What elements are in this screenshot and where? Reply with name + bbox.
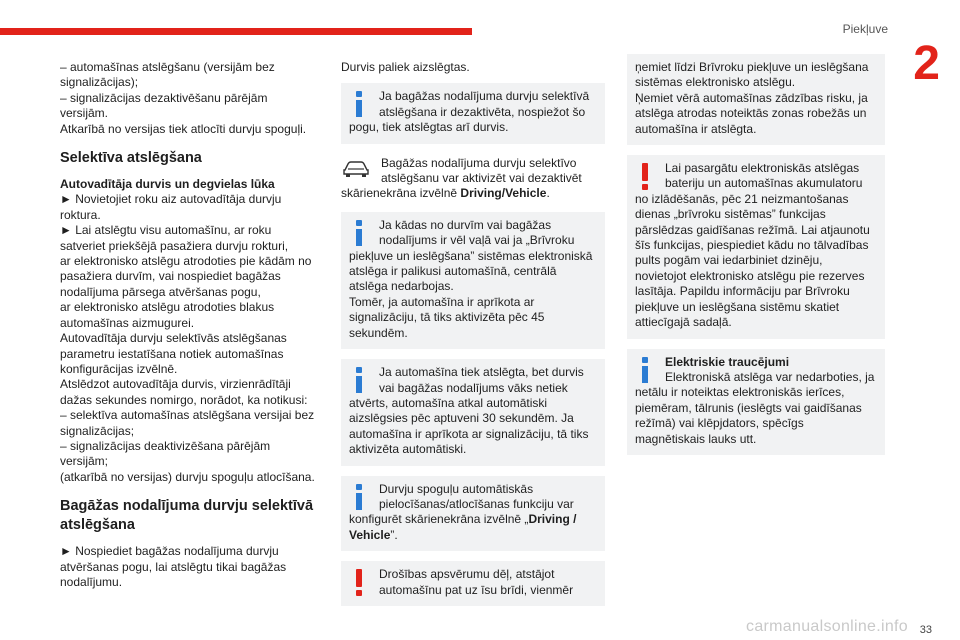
section-heading: Selektīva atslēgšana xyxy=(60,150,202,167)
warning-icon xyxy=(635,161,657,191)
paragraph: Atslēdzot autovadītāja durvis, virzienrādītāji dažas sekundes nomirgo, norādot, ka notikusi: xyxy=(60,377,308,407)
warning-text: Drošības apsvērumu dēļ, atstājot automašīnu pat uz īsu brīdi, vienmēr xyxy=(379,567,574,597)
warning-box xyxy=(341,561,605,606)
paragraph: – automašīnas atslēgšanu (versijām bez signalizācijas); xyxy=(60,60,275,90)
warning-box xyxy=(627,155,885,338)
info-text: Durvju spoguļu automātiskās pielocīšanas/atlocīšanas funkciju var konfigurēt skārienekrāna izvēlnē „Driving / Vehicle”. xyxy=(349,481,577,542)
info-text: Elektroniskā atslēga var nedarboties, ja netālu ir noteiktas elektroniskās ierīces, piemēram, tālrunis (ieslēgts vai gaidīšanas režīmā) vai klēpjdators, spēcīgs magnētiskais lauks utt. xyxy=(635,369,875,446)
paragraph: ar elektronisko atslēgu atrodoties pie kādām no pasažiera durvīm, vai nospiediet bagāžas nodalījuma pārsega atvēršanas pogu, xyxy=(60,254,312,299)
paragraph: Autovadītāja durvju selektīvās atslēgšanas parametru iestatīšana notiek automašīnas konfigurācijas izvēlnē. xyxy=(60,331,287,376)
warning-icon xyxy=(349,567,371,597)
column-3 xyxy=(627,60,885,465)
info-box xyxy=(341,359,605,465)
paragraph: Durvis paliek aizslēgtas. xyxy=(341,60,470,74)
info-box xyxy=(341,212,605,349)
warning-text: Ņemiet vērā automašīnas zādzības risku, ja atslēga atrodas noteiktās zonas robežās un automašīna ir atslēgta. xyxy=(635,90,868,136)
car-icon xyxy=(341,158,373,180)
watermark: carmanualsonline.info xyxy=(746,618,908,635)
paragraph: – selektīva automašīnas atslēgšana versijai bez signalizācijas; xyxy=(60,408,315,438)
section-heading: Bagāžas nodalījuma durvju selektīvā atslēgšana xyxy=(60,498,314,534)
info-text: Ja automašīna tiek atslēgta, bet durvis vai bagāžas nodalījums vāks netiek atvērts, automašīna atkal automātiski aizslēgsies pēc aptuveni 30 sekundēm. Ja automašīna ir aprīkota ar signalizāciju, tā tiks aktivizēta automātiski. xyxy=(349,365,589,457)
info-icon xyxy=(349,89,371,119)
vehicle-note xyxy=(341,154,605,202)
paragraph: – signalizācijas dezaktivēšanu pārējām versijām. xyxy=(60,90,268,121)
info-icon xyxy=(349,365,371,395)
paragraph: ► Nospiediet bagāžas nodalījuma durvju atvēršanas pogu, lai atslēgtu tikai bagāžas nodalījumu. xyxy=(60,544,287,589)
info-icon xyxy=(349,482,371,512)
info-text: Ja bagāžas nodalījuma durvju selektīvā atslēgšana ir dezaktivēta, nospiežot šo pogu, tiek atslēgtas arī durvis. xyxy=(349,89,590,135)
info-box xyxy=(341,83,605,143)
info-box xyxy=(341,476,605,552)
chapter-number: 2 xyxy=(913,37,940,90)
warning-text: ņemiet līdzi Brīvroku piekļuve un ieslēgšana sistēmas elektronisko atslēgu. xyxy=(635,60,869,90)
info-title: Elektriskie traucējumi xyxy=(665,354,790,369)
subheading: Autovadītāja durvis un degvielas lūka xyxy=(60,177,275,192)
info-text: Ja kādas no durvīm vai bagāžas nodalījums ir vēl vaļā vai ja „Brīvroku piekļuve un ieslēgšana” sistēmas elektroniskā atslēga ir palikusi automašīnā, centrālā atslēga nedarbojas. xyxy=(349,217,593,294)
column-1 xyxy=(60,60,318,590)
vehicle-note-text: Bagāžas nodalījuma durvju selektīvo atslēgšanu var aktivizēt vai dezaktivēt skārienekrāna izvēlnē Driving/Vehicle. xyxy=(341,155,582,201)
paragraph: Atkarībā no versijas tiek atlocīti durvju spoguļi. xyxy=(60,121,307,136)
paragraph: ar elektronisko atslēgu atrodoties blakus automašīnas aizmugurei. xyxy=(60,300,275,330)
warning-text: Lai pasargātu elektroniskās atslēgas bateriju un automašīnas akumulatoru no izlādēšanās, pēc 21 neizmantošanas dienas „brīvroku sistēmas” funkcijas pārslēdzas gaidīšanas režīmā. Lai atjaunotu šīs funkcijas, piespiediet kādu no tālvadības pults pogām vai iedarbiniet dzinēju, novietojot elektronisko atslēgu pie rezerves lasītāja. Papildu informāciju par Brīvroku piekļuve un ieslēgšana sistēmu skatiet attiecīgajā sadaļā. xyxy=(635,161,870,330)
warning-box-continued xyxy=(627,54,885,145)
header-accent-bar xyxy=(0,28,472,35)
info-box xyxy=(627,349,885,455)
column-2 xyxy=(341,60,605,616)
info-icon xyxy=(635,355,657,385)
paragraph: (atkarībā no versijas) durvju spoguļu atlocīšana. xyxy=(60,469,315,484)
section-title: Piekļuve xyxy=(842,22,888,36)
info-text: Tomēr, ja automašīna ir aprīkota ar signalizāciju, tā tiks aktivizēta pēc 45 sekundēm. xyxy=(349,294,545,340)
paragraph: ► Lai atslēgtu visu automašīnu, ar roku satveriet priekšējā pasažiera durvju rokturi, xyxy=(60,223,289,253)
info-icon xyxy=(349,218,371,248)
paragraph: – signalizācijas deaktivizēšana pārējām versijām; xyxy=(60,438,271,469)
paragraph: ► Novietojiet roku aiz autovadītāja durvju roktura. xyxy=(60,192,282,222)
page-number: 33 xyxy=(919,624,932,636)
